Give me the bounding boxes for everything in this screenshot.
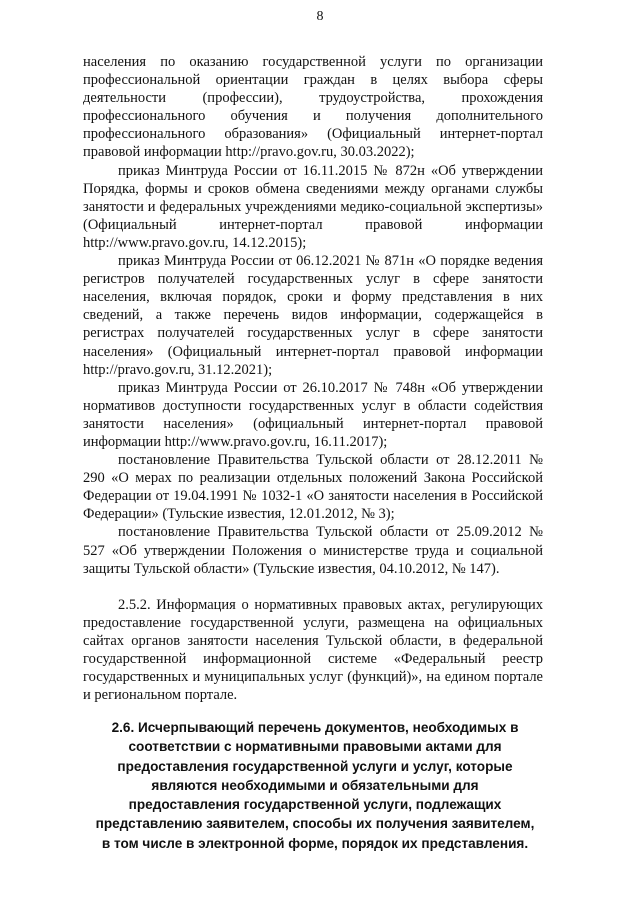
paragraph-continuation: населения по оказанию государственной услуги по организации профессиональной ориентации граждан в целях выбора сферы деятельности (профессии), трудоустройства, прохождения профессионального обучения и получения дополнительного профессионального образования» (Официальный интернет-портал правовой информации http://pravo.gov.ru, 30.03.2022); [83,54,543,161]
page-number: 8 [316,9,324,24]
paragraph-order-871n: приказ Минтруда России от 06.12.2021 № 871н «О порядке ведения регистров получателей государственных услуг в сфере занятости населения, включая порядок, сроки и форму представления в них сведений, а также перечень видов информации, содержащейся в регистрах получателей государственных услуг в сфере занятости населения» (Официальный интернет-портал правовой информации http://pravo.gov.ru, 31.12.2021); [83,253,543,378]
paragraph-2-5-2: 2.5.2. Информация о нормативных правовых актах, регулирующих предоставление государственной услуги, размещена на официальных сайтах органов занятости населения Тульской области, в федеральной государственной информационной системе «Федеральный реестр государственных и муниципальных услуг (функций)», на едином портале и региональном портале. [83,596,543,704]
document-body [83,53,543,704]
paragraph-resolution-290: постановление Правительства Тульской области от 28.12.2011 № 290 «О мерах по реализации отдельных положений Закона Российской Федерации от 19.04.1991 № 1032-1 «О занятости населения в Российской Федерации» (Тульские известия, 12.01.2012, № 3); [83,452,543,523]
paragraph-resolution-527: постановление Правительства Тульской области от 25.09.2012 № 527 «Об утверждении Положения о министерстве труда и социальной защиты Тульской области» (Тульские известия, 04.10.2012, № 147). [83,524,543,577]
paragraph-order-748n: приказ Минтруда России от 26.10.2017 № 748н «Об утверждении нормативов доступности государственных услуг в области содействия занятости населения» (официальный интернет-портал правовой информации http://www.pravo.gov.ru, 16.11.2017); [83,379,543,450]
section-2-6-heading: 2.6. Исчерпывающий перечень документов, необходимых в соответствии с нормативными правовыми актами для предоставления государственной услуги и услуг, которые являются необходимыми и обязательными для предоставления государственной услуги, подлежащих представлению заявителем, способы их получения заявителем, в том числе в электронной форме, порядок их представления. [95,720,535,851]
paragraph-gap [83,578,543,596]
paragraph-order-872n: приказ Минтруда России от 16.11.2015 № 872н «Об утверждении Порядка, формы и сроков обмена сведениями между органами службы занятости и федеральных учреждениями медико-социальной экспертизы» (Официальный интернет-портал правовой информации http://www.pravo.gov.ru, 14.12.2015); [83,162,543,251]
